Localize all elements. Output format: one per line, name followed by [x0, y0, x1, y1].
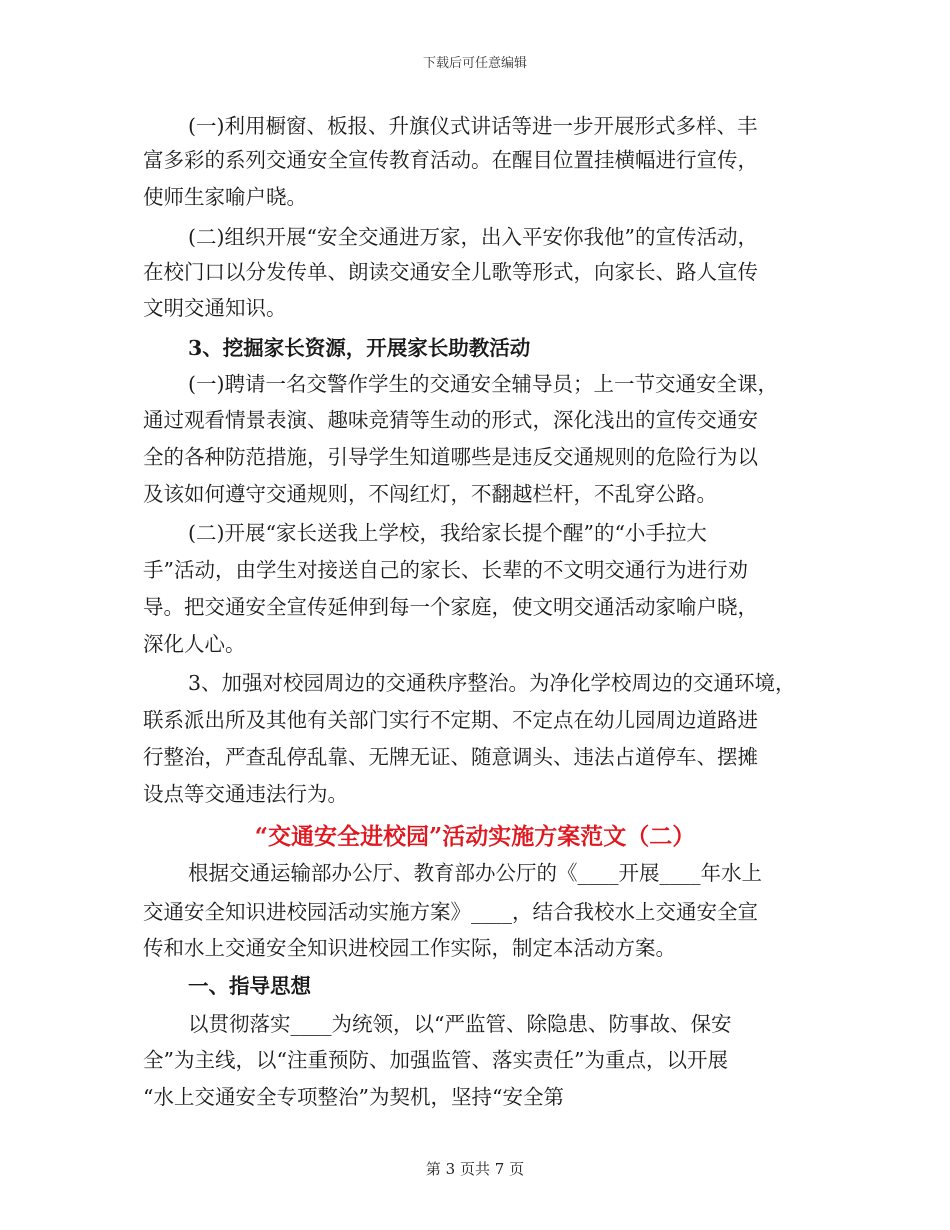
paragraph-line: 设点等交通违法行为。 — [143, 782, 348, 806]
numbered-heading: 3、挖掘家长资源，开展家长助教活动 — [188, 336, 531, 360]
paragraph-line: “水上交通安全专项整治”为契机，坚持“安全第 — [143, 1085, 564, 1109]
paragraph-line: 使师生家喻户晓。 — [143, 185, 307, 209]
page-header: 下载后可任意编辑 — [422, 56, 527, 71]
paragraph-line: 交通安全知识进校园活动实施方案》____，结合我校水上交通安全宣 — [143, 900, 758, 924]
paragraph-line: 行整治，严查乱停乱靠、无牌无证、随意调头、违法占道停车、摆摊 — [143, 745, 758, 769]
paragraph-line: 联系派出所及其他有关部门实行不定期、不定点在幼儿园周边道路进 — [143, 708, 758, 732]
paragraph-line: 全的各种防范措施，引导学生知道哪些是违反交通规则的危险行为以 — [143, 445, 758, 469]
paragraph-line: 全”为主线，以“注重预防、加强监管、落实责任”为重点，以开展 — [143, 1048, 728, 1072]
paragraph-line: 富多彩的系列交通安全宣传教育活动。在醒目位置挂横幅进行宣传， — [143, 148, 758, 172]
paragraph-line: 传和水上交通安全知识进校园工作实际，制定本活动方案。 — [143, 936, 676, 960]
paragraph-line: 通过观看情景表演、趣味竞猜等生动的形式，深化浅出的宣传交通安 — [143, 408, 758, 432]
paragraph-line: (一)利用橱窗、板报、升旗仪式讲话等进一步开展形式多样、丰 — [188, 114, 758, 138]
paragraph-line: (一)聘请一名交警作学生的交通安全辅导员；上一节交通安全课， — [188, 372, 778, 396]
paragraph-line: 在校门口以分发传单、朗读交通安全儿歌等形式，向家长、路人宣传 — [143, 260, 758, 284]
subsection-heading: 一、指导思想 — [188, 974, 311, 998]
paragraph-line: 以贯彻落实____为统领，以“严监管、除隐患、防事故、保安 — [188, 1012, 732, 1036]
paragraph-line: (二)开展“家长送我上学校，我给家长提个醒”的“小手拉大 — [188, 521, 707, 545]
section-title: “交通安全进校园”活动实施方案范文（二） — [254, 823, 696, 850]
page-footer: 第 3 页共 7 页 — [425, 1160, 525, 1178]
paragraph-line: 根据交通运输部办公厅、教育部办公厅的《____开展____年水上 — [188, 861, 762, 885]
paragraph-line: 文明交通知识。 — [143, 296, 287, 320]
paragraph-line: 及该如何遵守交通规则，不闯红灯，不翻越栏杆，不乱穿公路。 — [143, 482, 717, 506]
paragraph-line: 3、加强对校园周边的交通秩序整治。为净化学校周边的交通环境， — [188, 671, 796, 695]
paragraph-line: 导。把交通安全宣传延伸到每一个家庭，使文明交通活动家喻户晓， — [143, 595, 758, 619]
paragraph-line: 深化人心。 — [143, 632, 246, 656]
paragraph-line: (二)组织开展“安全交通进万家，出入平安你我他”的宣传活动， — [188, 225, 758, 249]
paragraph-line: 手”活动，由学生对接送自己的家长、长辈的不文明交通行为进行劝 — [143, 558, 748, 582]
